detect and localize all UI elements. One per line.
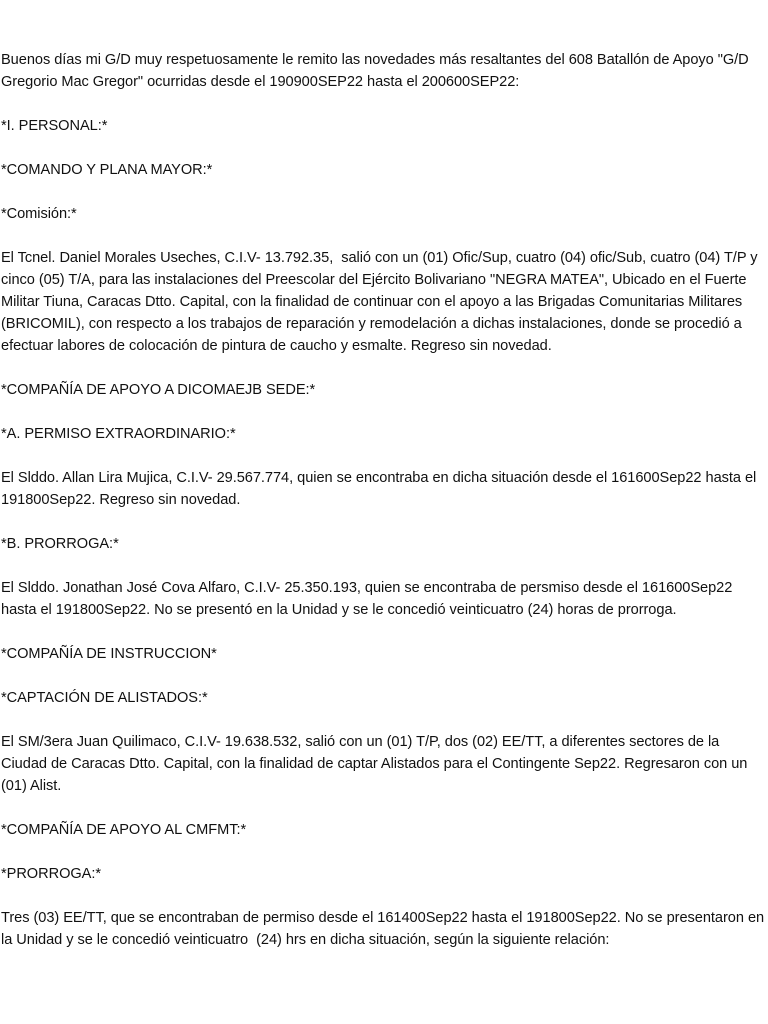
paragraph-permiso-detail: El Slddo. Allan Lira Mujica, C.I.V- 29.567.774, quien se encontraba en dicha situación desde el 161600Sep22 hasta el 191800Sep22. Regreso sin novedad. bbox=[1, 470, 761, 508]
document-body bbox=[0, 49, 768, 973]
heading-compania-apoyo-dicomaejb: *COMPAÑÍA DE APOYO A DICOMAEJB SEDE:* bbox=[1, 382, 316, 398]
paragraph-comision-detail: El Tcnel. Daniel Morales Useches, C.I.V- 13.792.35, salió con un (01) Ofic/Sup, cuatro (04) ofic/Sub, cuatro (04) T/P y cinco (05) T/A, para las instalaciones del Preescolar del Ejército Bolivariano "NEGRA MATEA", Ubicado en el Fuerte Militar Tiuna, Caracas Dtto. Capital, con la finalidad de continuar con el apoyo a las Brigadas Comunitarias Militares (BRICOMIL), con respecto a los trabajos de reparación y remodelación a dichas instalaciones, donde se procedió a efectuar labores de colocación de pintura de caucho y esmalte. Regreso sin novedad. bbox=[1, 250, 762, 354]
heading-compania-instruccion: *COMPAÑÍA DE INSTRUCCION* bbox=[1, 646, 217, 662]
heading-comando-plana-mayor: *COMANDO Y PLANA MAYOR:* bbox=[1, 162, 213, 178]
heading-prorroga: *PRORROGA:* bbox=[1, 866, 102, 882]
heading-permiso-extraordinario: *A. PERMISO EXTRAORDINARIO:* bbox=[1, 426, 236, 442]
paragraph-captacion-detail: El SM/3era Juan Quilimaco, C.I.V- 19.638.532, salió con un (01) T/P, dos (02) EE/TT, a diferentes sectores de la Ciudad de Caracas Dtto. Capital, con la finalidad de captar Alistados para el Contingente Sep22. Regresaron con un (01) Alist. bbox=[1, 734, 752, 794]
heading-captacion-alistados: *CAPTACIÓN DE ALISTADOS:* bbox=[1, 690, 208, 706]
intro-paragraph: Buenos días mi G/D muy respetuosamente le remito las novedades más resaltantes del 608 Batallón de Apoyo "G/D Gregorio Mac Gregor" ocurridas desde el 190900SEP22 hasta el 200600SEP22: bbox=[1, 52, 753, 90]
paragraph-prorroga-detail: El Slddo. Jonathan José Cova Alfaro, C.I.V- 25.350.193, quien se encontraba de persmiso desde el 161600Sep22 hasta el 191800Sep22. No se presentó en la Unidad y se le concedió veinticuatro (24) horas de prorroga. bbox=[1, 580, 737, 618]
paragraph-prorroga-relacion: Tres (03) EE/TT, que se encontraban de permiso desde el 161400Sep22 hasta el 191800Sep22. No se presentaron en la Unidad y se le concedió veinticuatro (24) hrs en dicha situación, según la siguiente relación: bbox=[1, 910, 768, 948]
heading-compania-apoyo-cmfmt: *COMPAÑÍA DE APOYO AL CMFMT:* bbox=[1, 822, 247, 838]
heading-personal: *I. PERSONAL:* bbox=[1, 118, 108, 134]
heading-comision: *Comisión:* bbox=[1, 206, 77, 222]
heading-prorroga-b: *B. PRORROGA:* bbox=[1, 536, 119, 552]
